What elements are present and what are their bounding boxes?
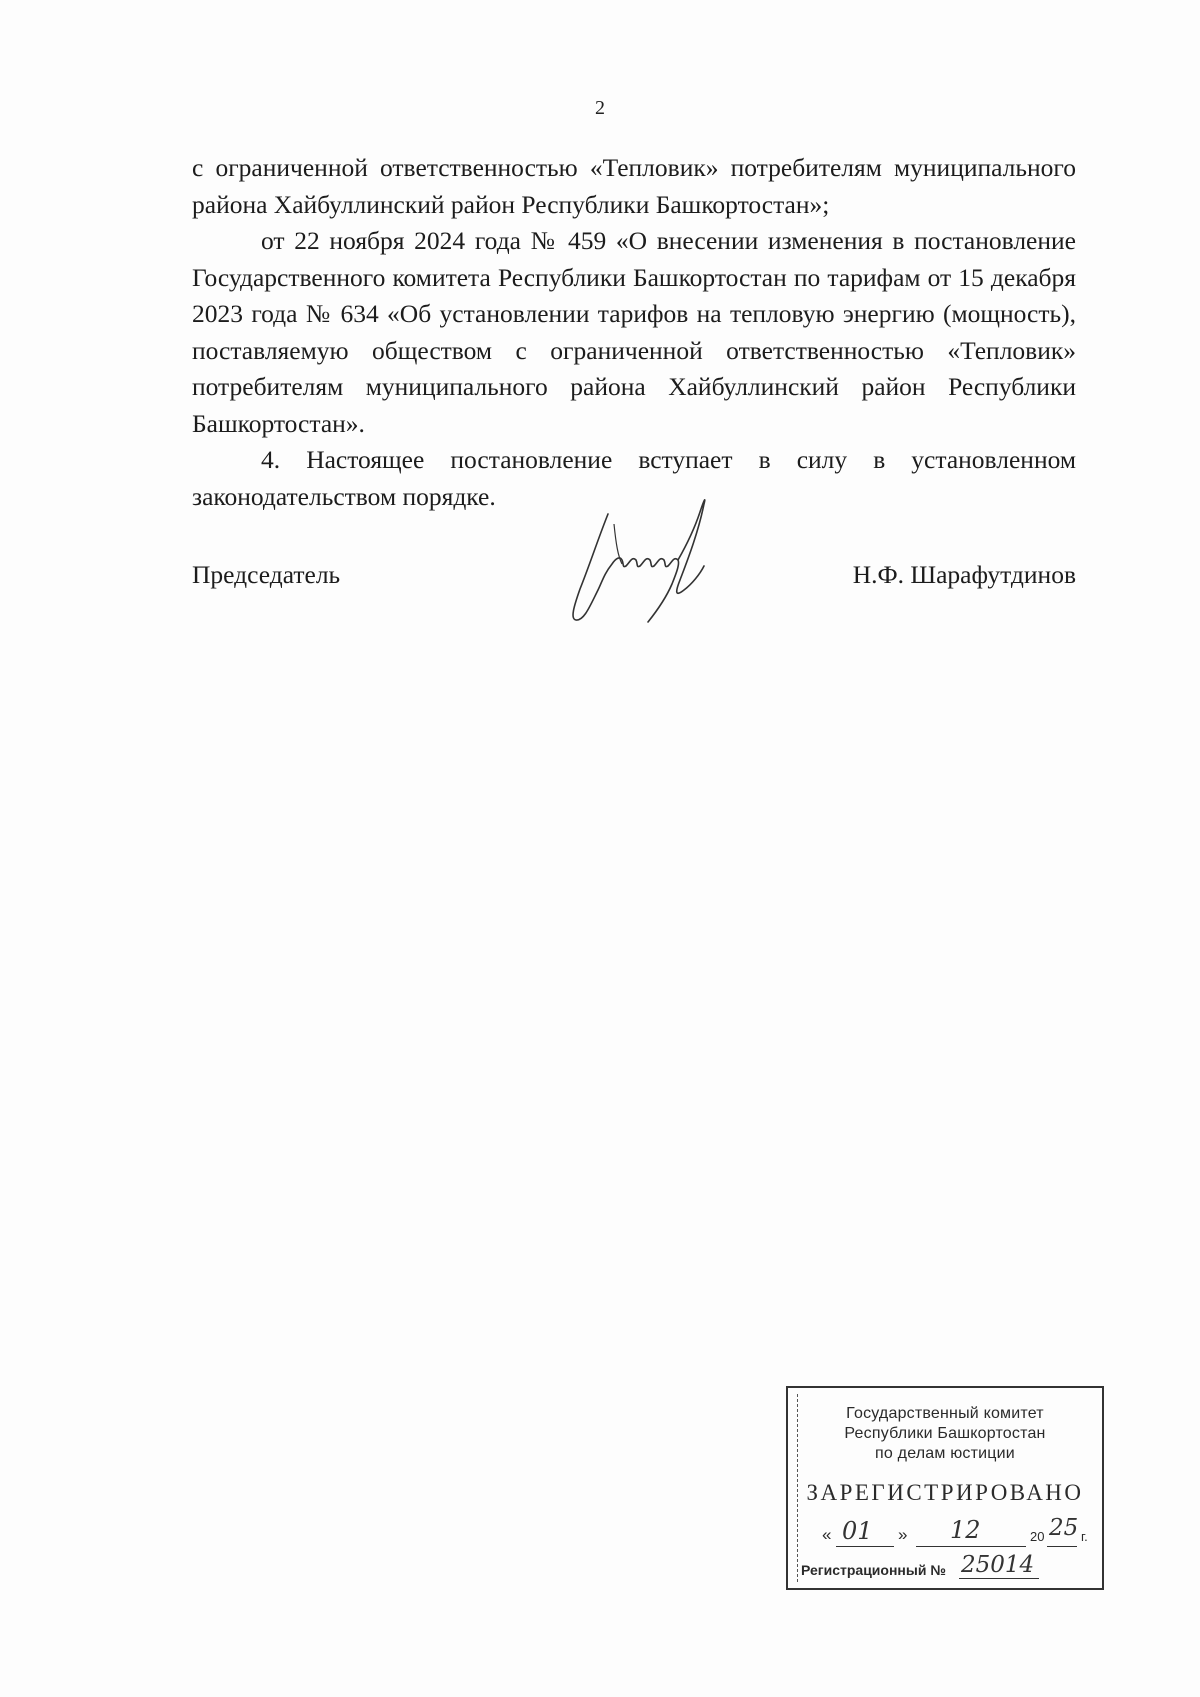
stamp-authority-line-2: Республики Башкортостан <box>844 1425 1046 1442</box>
year-underline <box>1047 1546 1077 1547</box>
paragraph-3: 4. Настоящее постановление вступает в силу в установленном законодательством порядке. <box>192 445 1076 511</box>
stamp-year-unit: г. <box>1081 1529 1088 1544</box>
stamp-authority-line-3: по делам юстиции <box>875 1445 1015 1462</box>
registration-number-label: Регистрационный № <box>801 1562 946 1578</box>
signatory-title: Председатель <box>192 560 341 589</box>
paragraph-2: от 22 ноября 2024 года № 459 «О внесении изменения в постановление Государственного комитета Республики Башкортостан по тарифам от 15 декабря 2023 года № 634 «Об установлении тарифов на тепловую энергию (мощность), поставляемую обществом с ограниченной ответственностью «Тепловик» потребителям муниципального района Хайбуллинский район Республики Башкортостан». <box>192 226 1076 438</box>
registration-number-value: 25014 <box>961 1552 1035 1578</box>
handwritten-signature-image <box>568 494 733 629</box>
date-quote-close: » <box>898 1525 908 1544</box>
date-quote-open: « <box>822 1525 832 1544</box>
stamp-date <box>822 1515 1092 1551</box>
day-underline <box>836 1546 894 1547</box>
stamp-registration-number <box>801 1552 1091 1582</box>
registration-stamp <box>786 1386 1104 1590</box>
stamp-authority-line-1: Государственный комитет <box>846 1405 1044 1422</box>
month-underline <box>916 1546 1026 1547</box>
stamp-year-prefix: 20 <box>1030 1529 1045 1544</box>
stamp-day: 01 <box>842 1517 873 1545</box>
paragraph-1: с ограниченной ответственностью «Тепловик» потребителям муниципального района Хайбуллинский район Республики Башкортостан»; <box>192 153 1076 219</box>
page-number: 2 <box>595 97 605 119</box>
signatory-name: Н.Ф. Шарафутдинов <box>852 560 1076 589</box>
registration-number-underline <box>959 1578 1039 1579</box>
stamp-month: 12 <box>950 1516 981 1544</box>
stamp-year-suffix: 25 <box>1049 1515 1079 1541</box>
stamp-registered-label: ЗАРЕГИСТРИРОВАНО <box>806 1480 1084 1505</box>
document-body <box>192 150 1076 515</box>
